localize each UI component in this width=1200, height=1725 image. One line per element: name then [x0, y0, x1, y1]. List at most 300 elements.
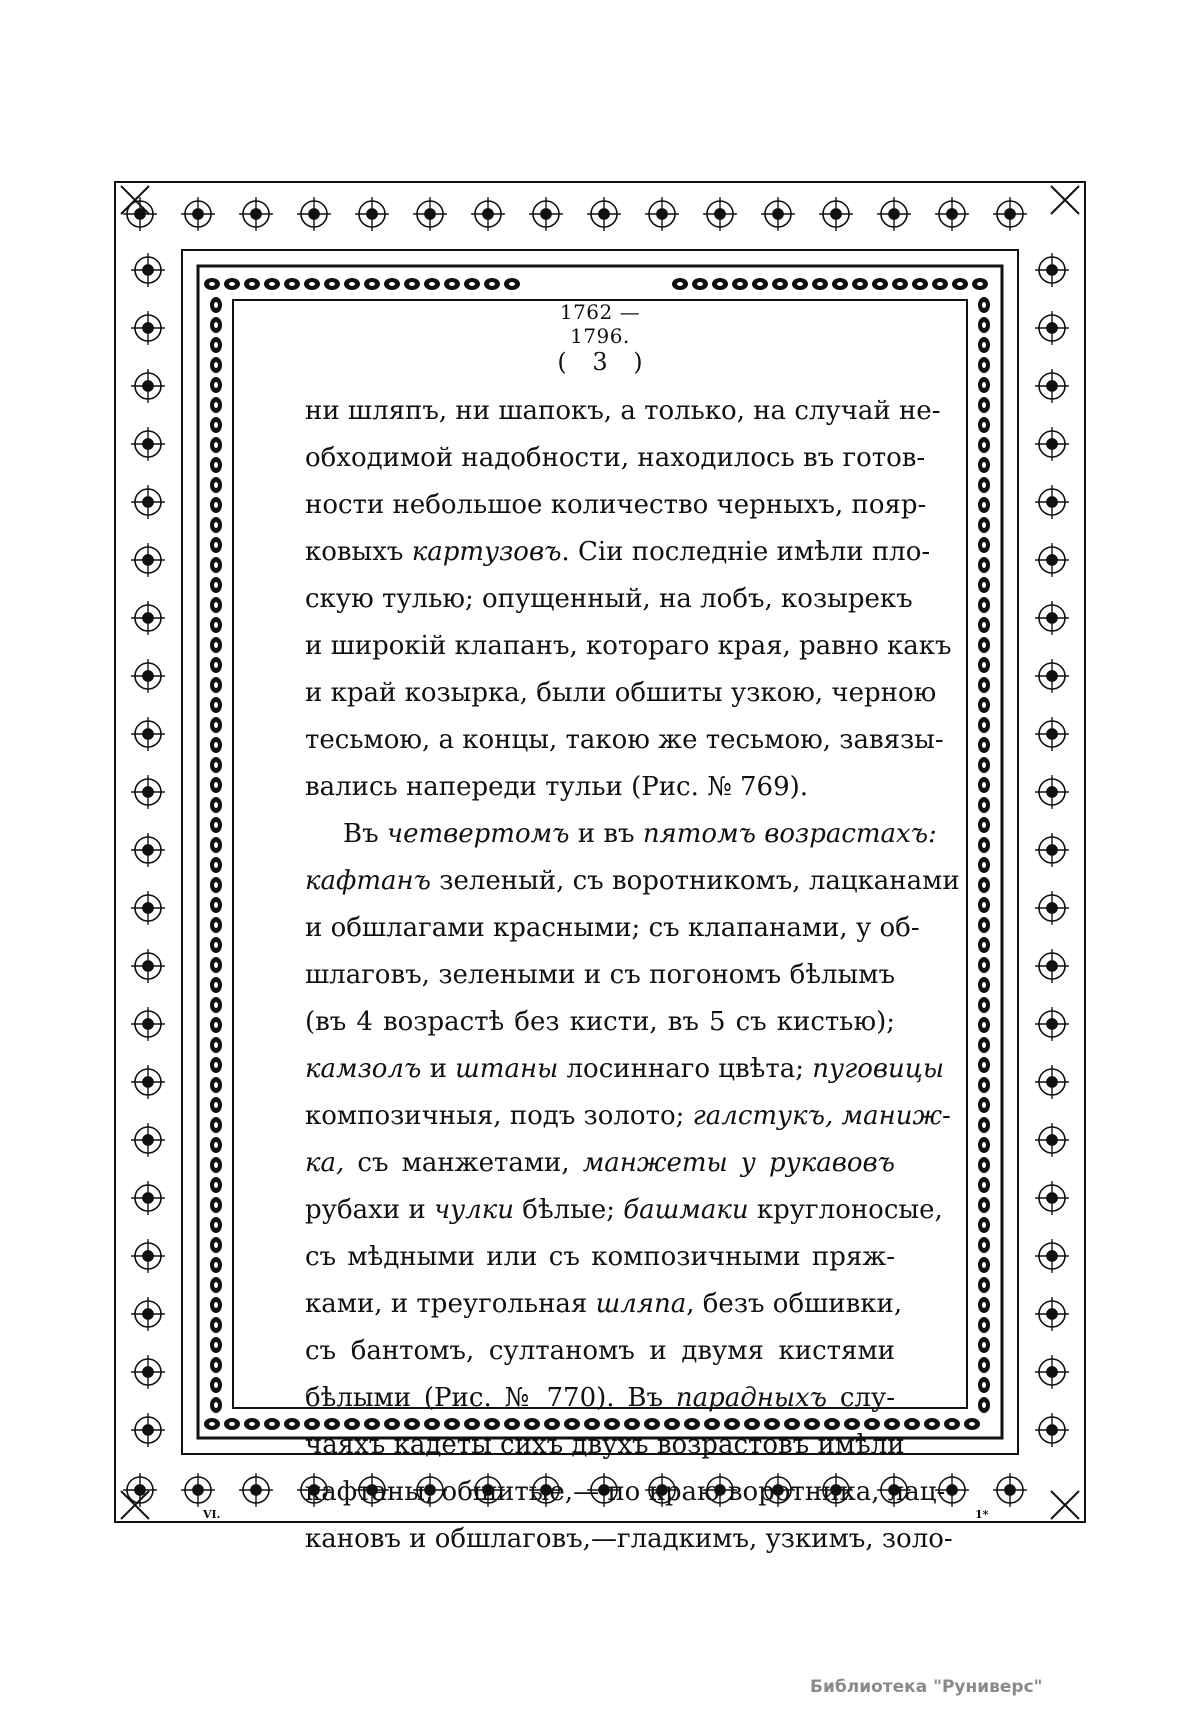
right-chain-eye: [982, 422, 986, 428]
border-motif-right: [1035, 949, 1069, 983]
header-chain-left-eye: [489, 282, 495, 286]
text-line: [305, 1422, 905, 1469]
signature-mark-left: VI.: [203, 1508, 221, 1521]
border-motif-top: [761, 197, 795, 231]
right-chain-eye: [982, 762, 986, 768]
border-motif-right: [1035, 1239, 1069, 1273]
border-motif-right: [1035, 369, 1069, 403]
border-motif-right: [1035, 1123, 1069, 1157]
border-motif-left: [131, 311, 165, 345]
border-motif-top: [877, 197, 911, 231]
left-chain-eye: [214, 902, 218, 908]
text-line: [305, 1093, 951, 1140]
left-chain-eye: [214, 1002, 218, 1008]
left-chain-eye: [214, 1242, 218, 1248]
header-chain-right-eye: [737, 282, 743, 286]
text-run: и обшлагами красными; съ клапанами, у об-: [305, 913, 920, 943]
border-motif-left: [131, 659, 165, 693]
footer-chain-eye: [269, 1422, 275, 1426]
italic-term: галстукъ, маниж-: [692, 1101, 951, 1131]
right-chain-eye: [982, 1062, 986, 1068]
right-chain-eye: [982, 982, 986, 988]
border-motif-left: [131, 601, 165, 635]
left-chain-eye: [214, 922, 218, 928]
border-motif-right: [1035, 1181, 1069, 1215]
text-run: обходимой надобности, находилось въ готов-: [305, 443, 926, 473]
left-chain-eye: [214, 402, 218, 408]
corner-cross: [1051, 186, 1079, 214]
border-motif-top: [471, 197, 505, 231]
text-run: рубахи и: [305, 1195, 434, 1225]
right-chain-eye: [982, 942, 986, 948]
border-motif-right: [1035, 775, 1069, 809]
border-motif-right: [1035, 717, 1069, 751]
right-chain-eye: [982, 302, 986, 308]
text-line: [305, 1234, 895, 1281]
border-motif-left: [131, 1239, 165, 1273]
left-chain-eye: [214, 1382, 218, 1388]
border-motif-right: [1035, 427, 1069, 461]
border-motif-top: [355, 197, 389, 231]
text-run: съ бантомъ, султаномъ и двумя кистями: [305, 1336, 895, 1366]
header-chain-left-eye: [209, 282, 215, 286]
header-chain-left-eye: [329, 282, 335, 286]
right-chain-eye: [982, 1262, 986, 1268]
right-chain-eye: [982, 902, 986, 908]
right-chain-eye: [982, 1022, 986, 1028]
left-chain-eye: [214, 882, 218, 888]
left-chain-eye: [214, 622, 218, 628]
text-run: , безъ обшивки,: [686, 1289, 903, 1319]
footer-chain-eye: [969, 1422, 975, 1426]
corner-cross: [121, 1491, 149, 1519]
header-chain-right-eye: [837, 282, 843, 286]
header-chain-left-eye: [429, 282, 435, 286]
right-chain-eye: [982, 1102, 986, 1108]
left-chain-eye: [214, 382, 218, 388]
right-chain-eye: [982, 702, 986, 708]
italic-term: штаны: [455, 1054, 559, 1084]
border-motif-left: [131, 485, 165, 519]
text-run: ни шляпъ, ни шапокъ, а только, на случай не-: [305, 396, 941, 426]
right-chain-eye: [982, 382, 986, 388]
right-chain-eye: [982, 1162, 986, 1168]
border-motif-left: [131, 1123, 165, 1157]
header-chain-left-eye: [389, 282, 395, 286]
text-line: [305, 1516, 953, 1563]
left-chain-eye: [214, 742, 218, 748]
right-chain-eye: [982, 602, 986, 608]
text-run: Въ: [343, 819, 387, 849]
header-chain-right-eye: [677, 282, 683, 286]
text-run: лосиннаго цвѣта;: [558, 1054, 813, 1084]
right-chain-eye: [982, 442, 986, 448]
left-chain-eye: [214, 442, 218, 448]
footer-chain-eye: [249, 1422, 255, 1426]
border-motif-right: [1035, 1065, 1069, 1099]
text-run: и край козырка, были обшиты узкою, черною: [305, 678, 937, 708]
border-motif-right: [1035, 659, 1069, 693]
left-chain-eye: [214, 842, 218, 848]
text-line: [305, 529, 931, 576]
header-chain-left-eye: [449, 282, 455, 286]
italic-term: пуговицы: [812, 1054, 945, 1084]
left-chain-eye: [214, 862, 218, 868]
header-chain-left-eye: [229, 282, 235, 286]
border-motif-left: [131, 1007, 165, 1041]
left-chain-eye: [214, 1282, 218, 1288]
border-motif-right: [1035, 1297, 1069, 1331]
border-motif-right: [1035, 1007, 1069, 1041]
right-chain-eye: [982, 882, 986, 888]
border-motif-left: [131, 775, 165, 809]
left-chain-eye: [214, 1362, 218, 1368]
header-chain-left-eye: [409, 282, 415, 286]
footer-chain-eye: [209, 1422, 215, 1426]
corner-cross: [121, 186, 149, 214]
italic-term: башмаки: [623, 1195, 749, 1225]
text-line: [305, 1375, 895, 1422]
right-chain-eye: [982, 862, 986, 868]
right-chain-eye: [982, 962, 986, 968]
text-run: круглоносые,: [748, 1195, 943, 1225]
border-motif-top: [239, 197, 273, 231]
left-chain-eye: [214, 662, 218, 668]
border-motif-left: [131, 1065, 165, 1099]
text-run: и въ: [569, 819, 643, 849]
text-line: [305, 670, 937, 717]
left-chain-eye: [214, 342, 218, 348]
border-motif-top: [529, 197, 563, 231]
right-chain-eye: [982, 522, 986, 528]
text-run: тесьмою, а концы, такою же тесьмою, завязы-: [305, 725, 944, 755]
left-chain-eye: [214, 1322, 218, 1328]
right-chain-eye: [982, 1042, 986, 1048]
right-chain-eye: [982, 1002, 986, 1008]
border-motif-right: [1035, 833, 1069, 867]
text-line: [305, 952, 895, 999]
right-chain-eye: [982, 502, 986, 508]
right-chain-eye: [982, 1202, 986, 1208]
header-chain-right-eye: [797, 282, 803, 286]
text-line: [305, 1046, 945, 1093]
text-line: [305, 905, 920, 952]
header-chain-left-eye: [289, 282, 295, 286]
left-chain-eye: [214, 762, 218, 768]
right-chain-eye: [982, 342, 986, 348]
text-line: [305, 1469, 946, 1516]
header-chain-left-eye: [309, 282, 315, 286]
border-motif-right: [1035, 543, 1069, 577]
header-chain-right-eye: [977, 282, 983, 286]
header-chain-right-eye: [777, 282, 783, 286]
right-chain-eye: [982, 1122, 986, 1128]
text-line: [305, 1281, 903, 1328]
header-chain-left-eye: [369, 282, 375, 286]
border-motif-top: [703, 197, 737, 231]
border-motif-left: [131, 543, 165, 577]
header-chain-left-eye: [269, 282, 275, 286]
border-motif-right: [1035, 891, 1069, 925]
left-chain-eye: [214, 362, 218, 368]
text-line: [305, 482, 927, 529]
right-chain-eye: [982, 782, 986, 788]
page-number-open-paren: (: [557, 348, 567, 376]
text-line: [305, 717, 944, 764]
left-chain-eye: [214, 982, 218, 988]
left-chain-eye: [214, 942, 218, 948]
right-chain-eye: [982, 482, 986, 488]
header-chain-right-eye: [917, 282, 923, 286]
text-run: кафтаны, обшитые,— по краю воротника, лац-: [305, 1477, 946, 1507]
right-chain-eye: [982, 922, 986, 928]
right-chain-eye: [982, 1322, 986, 1328]
right-chain-eye: [982, 542, 986, 548]
header-chain-right-eye: [937, 282, 943, 286]
footer-chain-eye: [929, 1422, 935, 1426]
left-chain-eye: [214, 302, 218, 308]
header-chain-left-eye: [249, 282, 255, 286]
border-motif-top: [181, 197, 215, 231]
left-chain-eye: [214, 1182, 218, 1188]
left-chain-eye: [214, 1102, 218, 1108]
left-chain-eye: [214, 1402, 218, 1408]
header-chain-right-eye: [877, 282, 883, 286]
text-run: и широкій клапанъ, котораго края, равно какъ: [305, 631, 952, 661]
right-chain-eye: [982, 322, 986, 328]
italic-term: ка,: [305, 1148, 345, 1178]
left-chain-eye: [214, 822, 218, 828]
text-run: ками, и треугольная: [305, 1289, 596, 1319]
left-chain-eye: [214, 1222, 218, 1228]
header-chain-left-eye: [349, 282, 355, 286]
text-line: [305, 999, 895, 1046]
header-chain-right-eye: [857, 282, 863, 286]
italic-term: чулки: [433, 1195, 515, 1225]
right-chain-eye: [982, 682, 986, 688]
text-run: композичныя, подъ золото;: [305, 1101, 693, 1131]
right-chain-eye: [982, 822, 986, 828]
border-motif-right: [1035, 311, 1069, 345]
border-motif-left: [131, 1355, 165, 1389]
border-motif-right: [1035, 601, 1069, 635]
footer-chain-eye: [909, 1422, 915, 1426]
year-range-header: 1762 — 1796.: [559, 300, 641, 348]
footer-chain-eye: [949, 1422, 955, 1426]
header-chain-right-eye: [817, 282, 823, 286]
right-chain-eye: [982, 802, 986, 808]
right-chain-eye: [982, 1082, 986, 1088]
paragraph-1: [305, 388, 952, 811]
border-motif-left: [131, 369, 165, 403]
text-run: съ манжетами,: [344, 1148, 583, 1178]
text-run: чаяхъ кадеты сихъ двухъ возрастовъ имѣли: [305, 1430, 905, 1460]
footer-chain-eye: [289, 1422, 295, 1426]
right-chain-eye: [982, 1222, 986, 1228]
border-motif-bottom: [239, 1473, 273, 1507]
right-chain-eye: [982, 1362, 986, 1368]
header-chain-right-eye: [697, 282, 703, 286]
left-chain-eye: [214, 782, 218, 788]
left-chain-eye: [214, 1022, 218, 1028]
right-chain-eye: [982, 1302, 986, 1308]
right-chain-eye: [982, 1242, 986, 1248]
text-run: вались напереди тульи (Рис. № 769).: [305, 772, 809, 802]
text-run: и: [421, 1054, 456, 1084]
text-run: бѣлые;: [514, 1195, 624, 1225]
signature-mark-right: 1*: [975, 1508, 989, 1521]
border-motif-top: [993, 197, 1027, 231]
left-chain-eye: [214, 1262, 218, 1268]
right-chain-eye: [982, 1182, 986, 1188]
border-motif-left: [131, 1413, 165, 1447]
left-chain-eye: [214, 502, 218, 508]
right-chain-eye: [982, 562, 986, 568]
text-run: бѣлыми (Рис. № 770). Въ: [305, 1383, 676, 1413]
border-motif-top: [413, 197, 447, 231]
page-number-close-paren: ): [633, 348, 643, 376]
text-line: [305, 858, 960, 905]
border-motif-left: [131, 1181, 165, 1215]
border-motif-right: [1035, 485, 1069, 519]
text-line: [305, 1187, 943, 1234]
right-chain-eye: [982, 722, 986, 728]
header-chain-right-eye: [757, 282, 763, 286]
left-chain-eye: [214, 1062, 218, 1068]
border-motif-bottom: [993, 1473, 1027, 1507]
left-chain-eye: [214, 702, 218, 708]
text-run: слу-: [827, 1383, 895, 1413]
body-text: [305, 388, 960, 1563]
border-motif-bottom: [181, 1473, 215, 1507]
header-chain-left-eye: [509, 282, 515, 286]
left-chain-eye: [214, 962, 218, 968]
left-chain-eye: [214, 802, 218, 808]
text-run: шлаговъ, зелеными и съ погономъ бѣлымъ: [305, 960, 895, 990]
text-run: зеленый, съ воротникомъ, лацканами: [431, 866, 960, 896]
library-watermark: Библиотека "Руниверс": [810, 1677, 1043, 1697]
italic-term: кафтанъ: [305, 866, 431, 896]
text-line: [305, 1328, 895, 1375]
left-chain-eye: [214, 422, 218, 428]
left-chain-eye: [214, 1342, 218, 1348]
italic-term: парадныхъ: [675, 1383, 828, 1413]
text-run: (въ 4 возрастѣ без кисти, въ 5 съ кистью);: [305, 1007, 895, 1037]
italic-term: шляпа: [595, 1289, 687, 1319]
right-chain-eye: [982, 582, 986, 588]
left-chain-eye: [214, 722, 218, 728]
left-chain-eye: [214, 542, 218, 548]
header-chain-right-eye: [897, 282, 903, 286]
left-chain-eye: [214, 522, 218, 528]
left-chain-eye: [214, 682, 218, 688]
border-motif-top: [123, 197, 157, 231]
footer-chain-eye: [229, 1422, 235, 1426]
border-motif-top: [935, 197, 969, 231]
italic-term: камзолъ: [305, 1054, 422, 1084]
text-line: [305, 811, 937, 858]
left-chain-eye: [214, 462, 218, 468]
border-motif-top: [587, 197, 621, 231]
right-chain-eye: [982, 662, 986, 668]
border-motif-right: [1035, 253, 1069, 287]
header-chain-left-eye: [469, 282, 475, 286]
right-chain-eye: [982, 1142, 986, 1148]
border-motif-left: [131, 717, 165, 751]
right-chain-eye: [982, 462, 986, 468]
text-line: [305, 388, 941, 435]
text-line: [305, 764, 895, 811]
border-motif-top: [645, 197, 679, 231]
italic-term: пятомъ возрастахъ:: [642, 819, 937, 849]
border-motif-left: [131, 253, 165, 287]
left-chain-eye: [214, 1122, 218, 1128]
border-motif-left: [131, 891, 165, 925]
text-run: скую тулью; опущенный, на лобъ, козырекъ: [305, 584, 913, 614]
right-chain-eye: [982, 1342, 986, 1348]
border-motif-left: [131, 1297, 165, 1331]
right-chain-eye: [982, 1402, 986, 1408]
left-chain-eye: [214, 602, 218, 608]
left-chain-eye: [214, 1142, 218, 1148]
border-motif-top: [297, 197, 331, 231]
text-line: [305, 623, 952, 670]
right-chain-eye: [982, 742, 986, 748]
left-chain-eye: [214, 582, 218, 588]
border-motif-bottom: [123, 1473, 157, 1507]
border-motif-top: [819, 197, 853, 231]
right-chain-eye: [982, 402, 986, 408]
paragraph-2: [305, 811, 960, 1563]
right-chain-eye: [982, 842, 986, 848]
corner-cross: [1051, 1491, 1079, 1519]
text-run: съ мѣдными или съ композичными пряж-: [305, 1242, 895, 1272]
page-number: [540, 348, 660, 376]
left-chain-eye: [214, 1302, 218, 1308]
right-chain-eye: [982, 642, 986, 648]
text-run: кановъ и обшлаговъ,—гладкимъ, узкимъ, золо-: [305, 1524, 953, 1554]
text-line: [305, 1140, 895, 1187]
italic-term: картузовъ: [411, 537, 562, 567]
left-chain-eye: [214, 562, 218, 568]
page-number-value: 3: [592, 348, 608, 376]
header-chain-right-eye: [717, 282, 723, 286]
header-chain-right-eye: [957, 282, 963, 286]
border-motif-left: [131, 427, 165, 461]
left-chain-eye: [214, 1162, 218, 1168]
italic-term: манжеты у рукавовъ: [582, 1148, 895, 1178]
text-run: . Сіи последніе имѣли пло-: [561, 537, 931, 567]
text-run: ковыхъ: [305, 537, 412, 567]
border-motif-left: [131, 949, 165, 983]
border-motif-right: [1035, 1355, 1069, 1389]
right-chain-eye: [982, 1382, 986, 1388]
border-motif-right: [1035, 1413, 1069, 1447]
right-chain-eye: [982, 1282, 986, 1288]
text-run: ности небольшое количество черныхъ, пояр-: [305, 490, 927, 520]
border-motif-left: [131, 833, 165, 867]
right-chain-eye: [982, 622, 986, 628]
left-chain-eye: [214, 482, 218, 488]
italic-term: четвертомъ: [386, 819, 570, 849]
left-chain-eye: [214, 642, 218, 648]
left-chain-eye: [214, 1202, 218, 1208]
left-chain-eye: [214, 1042, 218, 1048]
right-chain-eye: [982, 362, 986, 368]
text-line: [305, 576, 913, 623]
left-chain-eye: [214, 1082, 218, 1088]
text-line: [305, 435, 926, 482]
